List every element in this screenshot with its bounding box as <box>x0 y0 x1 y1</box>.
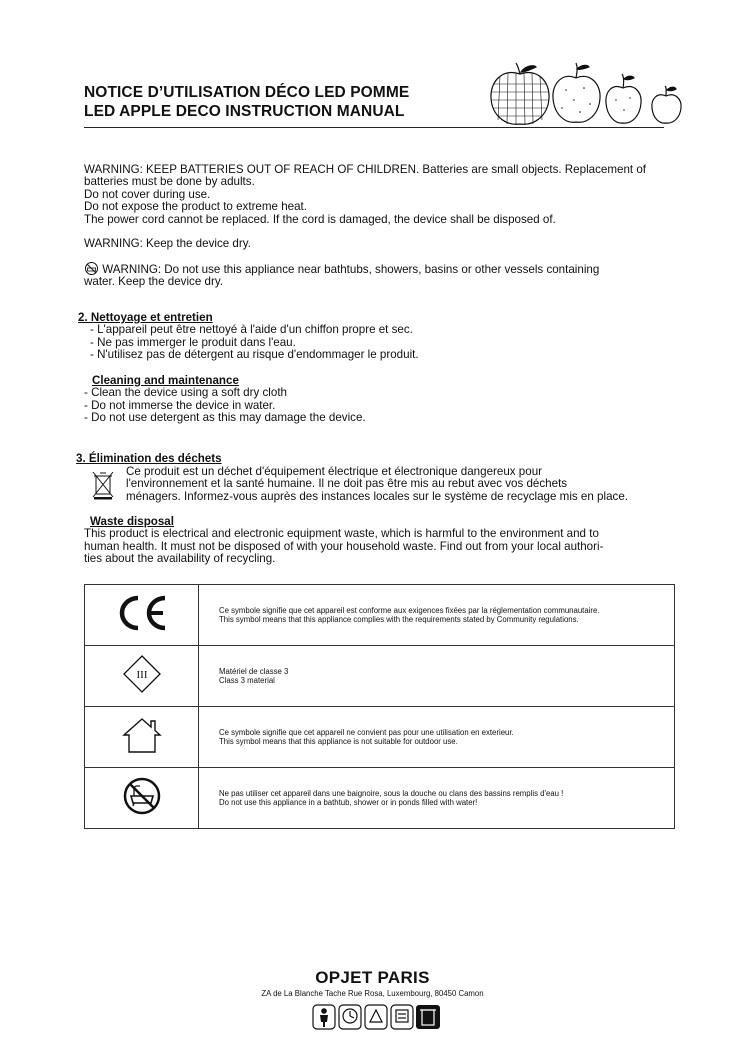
warnings-block <box>84 164 684 226</box>
header-divider <box>84 127 664 128</box>
class-3-glyph: III <box>136 668 147 681</box>
disposal-line: ties about the availability of recycling. <box>84 552 276 566</box>
symbol-desc-fr: Ce symbole signifie que cet appareil ne convient pas pour une utilisation en exterieur. <box>219 727 514 737</box>
symbols-table <box>84 584 675 829</box>
symbol-desc-en: This symbol means that this appliance complies with the requirements stated by Community regulations. <box>219 615 579 624</box>
symbol-desc-en: Do not use this appliance in a bathtub, shower or in ponds filled with water! <box>219 798 478 807</box>
section-heading-fr: 2. Nettoyage et entretien <box>78 311 213 324</box>
recycling-logos <box>312 1004 442 1030</box>
section-heading-en: Waste disposal <box>90 515 174 528</box>
class-3-icon <box>122 654 162 694</box>
disco-apple-icon <box>491 63 549 125</box>
list-item: - Do not immerse the device in water. <box>84 398 276 412</box>
title-english: LED APPLE DECO INSTRUCTION MANUAL <box>84 103 405 120</box>
table-row <box>85 768 675 829</box>
symbol-desc-fr: Ce symbole signifie que cet appareil est conforme aux exigences fixées par la réglementation communautaire. <box>219 605 600 615</box>
table-row <box>85 646 675 707</box>
weee-bin-icon <box>91 470 115 500</box>
warning-line: The power cord cannot be replaced. If the cord is damaged, the device shall be disposed of. <box>84 212 556 226</box>
no-bathtub-icon <box>122 776 162 816</box>
list-item: - N'utilisez pas de détergent au risque d'endommager le produit. <box>90 348 419 362</box>
symbol-desc-fr: Matériel de classe 3 <box>219 666 289 676</box>
warning-line: Do not cover during use. <box>84 187 211 201</box>
apples-illustration <box>488 60 688 130</box>
section-cleaning-en <box>84 375 684 425</box>
ce-mark-icon <box>115 593 169 633</box>
disposal-line: This product is electrical and electronic equipment waste, which is harmful to the environment and to <box>84 527 599 541</box>
disposal-fr-text <box>126 466 686 503</box>
list-item: - Do not use detergent as this may damage the device. <box>84 411 366 425</box>
sorting-logo-icon <box>391 1005 413 1029</box>
title-french: NOTICE D’UTILISATION DÉCO LED POMME <box>84 84 410 101</box>
disposal-line: Ce produit est un déchet d'équipement électrique et électronique dangereux pour <box>126 465 543 478</box>
table-row <box>85 707 675 768</box>
document-title <box>84 83 409 121</box>
company-address: ZA de La Blanche Tache Rue Rosa, Luxembourg, 80450 Camon <box>261 989 484 998</box>
symbol-desc-en: Class 3 material <box>219 676 275 685</box>
disposal-line: human health. It must not be disposed of with your household waste. Find out from your local authori- <box>84 539 604 553</box>
brand-name: OPJET PARIS <box>315 968 430 987</box>
warning-bath-line: water. Keep the device dry. <box>84 275 223 289</box>
disposal-line: ménagers. Informez-vous auprès des instances locales sur le système de recyclage mis en place. <box>126 489 628 503</box>
list-item: - Ne pas immerger le produit dans l'eau. <box>90 335 296 349</box>
small-apple-icon <box>606 74 641 123</box>
disposal-line: l'environnement et la santé humaine. Il ne doit pas être mis au rebut avec vos déchets <box>126 477 568 491</box>
section-heading-en: Cleaning and maintenance <box>92 374 239 387</box>
warning-bath-block <box>84 262 684 289</box>
disposal-en-block <box>84 516 684 566</box>
indoor-house-icon <box>121 715 163 755</box>
warning-line: Do not expose the product to extreme heat. <box>84 200 307 214</box>
dotted-apple-icon <box>553 63 600 122</box>
warning-line: batteries must be done by adults. <box>84 175 255 189</box>
table-row <box>85 585 675 646</box>
list-item: - Clean the device using a soft dry cloth <box>84 386 287 400</box>
section-cleaning <box>78 312 678 362</box>
no-bathtub-small-icon <box>84 262 99 275</box>
warning-line: WARNING: KEEP BATTERIES OUT OF REACH OF CHILDREN. Batteries are small objects. Replacement of <box>84 163 647 176</box>
warning-dry: WARNING: Keep the device dry. <box>84 237 251 250</box>
warning-bath-line: WARNING: Do not use this appliance near bathtubs, showers, basins or other vessels containing <box>102 263 600 276</box>
section-heading-fr: 3. Élimination des déchets <box>76 452 222 465</box>
list-item: - L'appareil peut être nettoyé à l'aide d'un chiffon propre et sec. <box>90 323 413 337</box>
symbol-desc-fr: Ne pas utiliser cet appareil dans une baignoire, sous la douche ou clans des bassins remplis d'eau ! <box>219 788 564 798</box>
section-disposal-heading <box>76 453 676 465</box>
recycle-logo-icon <box>365 1005 387 1029</box>
tiny-apple-icon <box>652 86 681 123</box>
symbol-desc-en: This symbol means that this appliance is not suitable for outdoor use. <box>219 737 458 746</box>
